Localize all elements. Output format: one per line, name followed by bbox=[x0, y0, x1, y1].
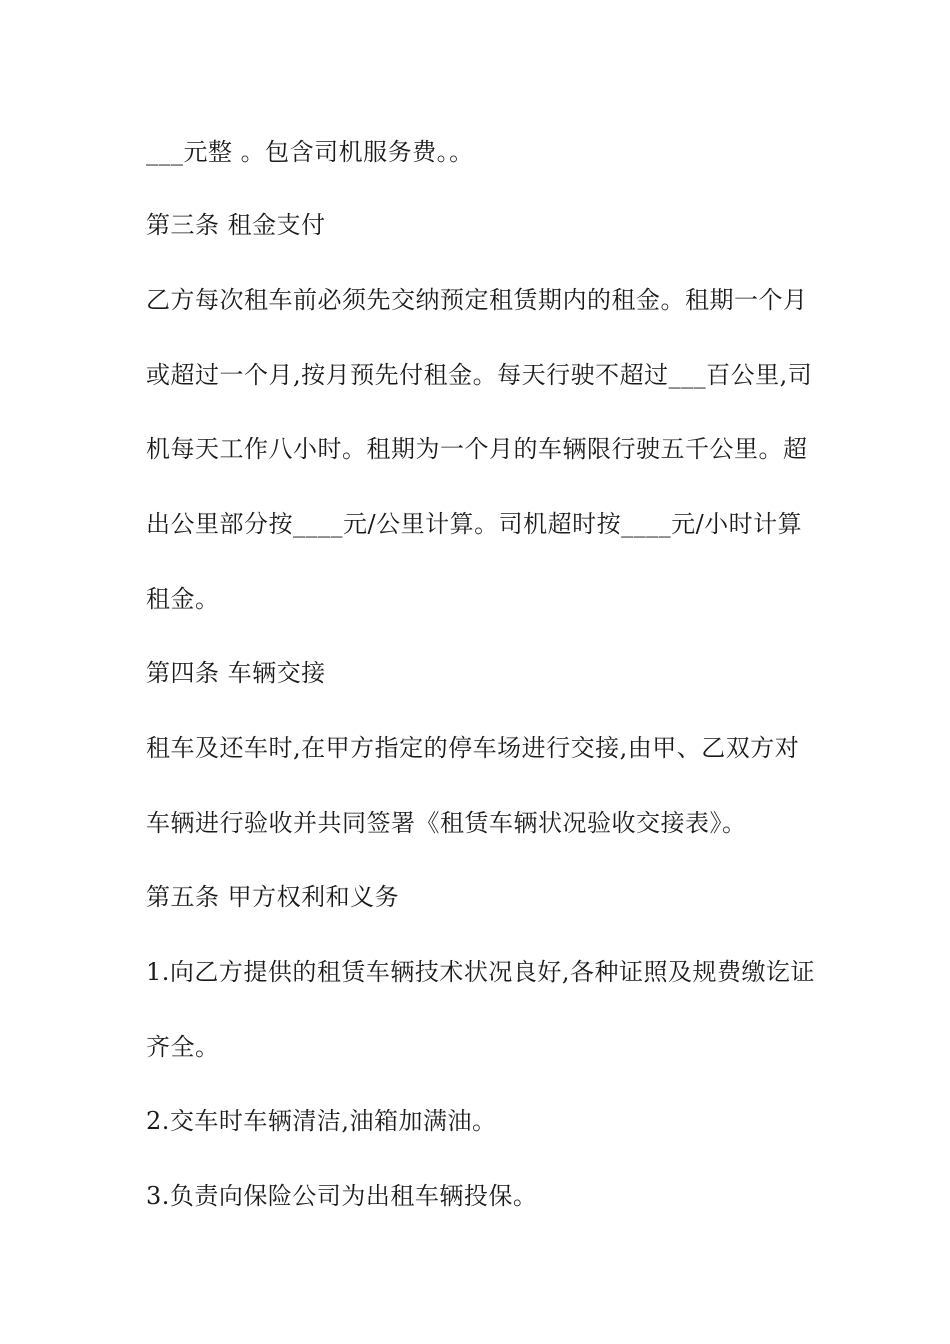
text-line-price: ___元整 。包含司机服务费。。 bbox=[146, 138, 474, 166]
text-line: 乙方每次租车前必须先交纳预定租赁期内的租金。租期一个月 bbox=[146, 286, 808, 314]
heading-article-4: 第四条 车辆交接 bbox=[146, 659, 326, 687]
text-line: 出公里部分按____元/公里计算。司机超时按____元/小时计算 bbox=[146, 510, 803, 538]
heading-article-5: 第五条 甲方权利和义务 bbox=[146, 883, 400, 911]
text-line: 租车及还车时,在甲方指定的停车场进行交接,由甲、乙双方对 bbox=[146, 734, 800, 762]
text-line: 车辆进行验收并共同签署《租赁车辆状况验收交接表》。 bbox=[146, 809, 747, 837]
list-item-2: 2.交车时车辆清洁,油箱加满油。 bbox=[146, 1107, 497, 1135]
text-line: 机每天工作八小时。租期为一个月的车辆限行驶五千公里。超 bbox=[146, 435, 808, 463]
list-item-1: 1.向乙方提供的租赁车辆技术状况良好,各种证照及规费缴讫证 bbox=[146, 958, 816, 986]
text-line: 齐全。 bbox=[146, 1033, 220, 1061]
heading-article-3: 第三条 租金支付 bbox=[146, 211, 326, 239]
text-line: 或超过一个月,按月预先付租金。每天行驶不超过___百公里,司 bbox=[146, 361, 813, 389]
list-item-3: 3.负责向保险公司为出租车辆投保。 bbox=[146, 1182, 538, 1210]
text-line: 租金。 bbox=[146, 585, 220, 613]
